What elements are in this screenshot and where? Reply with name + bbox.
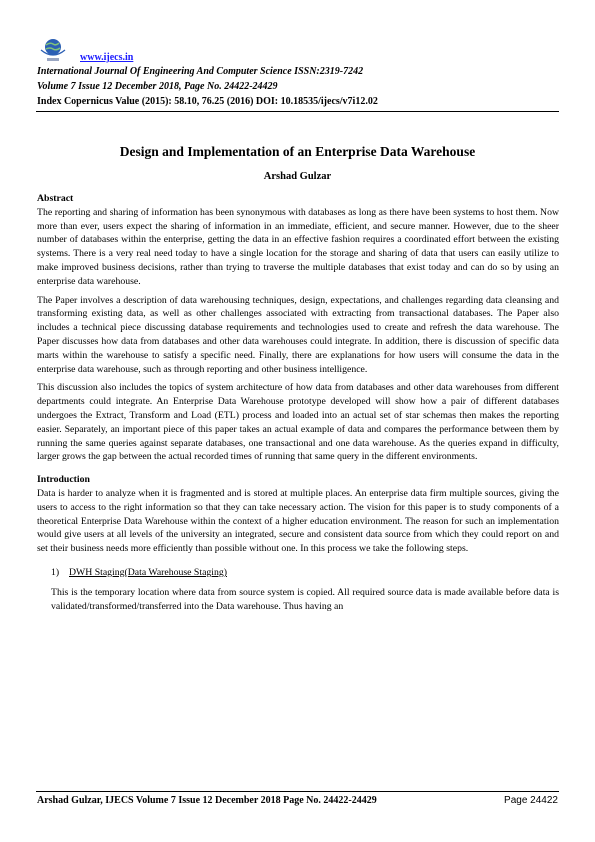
ijecs-globe-logo-icon <box>38 36 68 64</box>
footer-citation: Arshad Gulzar, IJECS Volume 7 Issue 12 December 2018 Page No. 24422-24429 <box>37 795 377 806</box>
list-item <box>51 566 559 580</box>
introduction-heading: Introduction <box>37 474 90 486</box>
site-link[interactable]: www.ijecs.in <box>80 52 134 63</box>
header-divider <box>36 111 559 112</box>
footer-divider <box>36 791 559 792</box>
abstract-paragraph-1: The reporting and sharing of information has been synonymous with databases as long as there have been systems to host them. Now more than ever, users expect the sharing of information in an immediate, efficient, and secure manner. However, due to the sheer number of databases within the enterprise, getting the data in an effective fashion requires a coordinated effort between the existing systems. There is a very real need today to have a single location for the storage and sharing of data that users can easily utilize to make improved business decisions, rather than trying to traverse the multiple databases that exist today and can do so by using an enterprise data warehouse. <box>37 206 559 287</box>
index-line: Index Copernicus Value (2015): 58.10, 76.25 (2016) DOI: 10.18535/ijecs/v7i12.02 <box>37 96 378 107</box>
paper-body <box>37 192 559 613</box>
abstract-paragraph-3: This discussion also includes the topics of system architecture of how data from databases and other data warehouses from different departments could integrate. An Enterprise Data Warehouse prototype developed will show how a pair of different databases undergoes the Extract, Transform and Load (ETL) process and loaded into an actual set of star schemas then makes the reporting easier. Separately, an important piece of this paper takes an actual example of data and compares the performance between them by running the same queries against separate databases, one transactional and one data warehouse. As the queries expand in difficulty, larger grows the gap between the actual recorded times of running that same query in the different environments. <box>37 382 559 463</box>
abstract-heading: Abstract <box>37 193 74 204</box>
page-number: Page 24422 <box>504 795 558 806</box>
volume-line: Volume 7 Issue 12 December 2018, Page No. 24422-24429 <box>37 81 278 92</box>
paper-title: Design and Implementation of an Enterprise Data Warehouse <box>119 144 476 159</box>
introduction-paragraph: Data is harder to analyze when it is fragmented and is stored at multiple places. An enterprise data firm multiple sources, giving the users to access to the right information so that they can take necessary action. The vision for this paper is to study components of a theoretical Enterprise Data Warehouse within the context of a higher education environment. The reason for such an implementation would give users at all levels of the university an integrated, secure and consistent data source from which they could report on and set their business needs more efficiently than possible without one. In this process we take the following steps. <box>37 487 559 555</box>
paper-author: Arshad Gulzar <box>263 171 332 182</box>
list-item-label: DWH Staging(Data Warehouse Staging) <box>69 566 227 578</box>
list-item-paragraph: This is the temporary location where data from source system is copied. All required source data is made available before data is validated/transformed/transferred into the Data warehouse. Thus having an <box>51 586 559 612</box>
abstract-paragraph-2: The Paper involves a description of data warehousing techniques, design, expectations, and challenges regarding data cleansing and transforming existing data, as well as other challenges associated with extracting from transactional databases. The Paper also includes a technical piece discussing database requirements and technologies used to create and refresh the data warehouse. The Paper discusses how data from databases and other data warehouses could integrate. In addition, there is discussion of specific data marts within the warehouse to satisfy a specific need. Finally, there are explanations for how users will consume the data in the enterprise data warehouse, such as through reporting and other business intelligence. <box>37 294 559 375</box>
list-item-number: 1) <box>51 566 60 578</box>
journal-line: International Journal Of Engineering And Computer Science ISSN:2319-7242 <box>37 66 364 77</box>
